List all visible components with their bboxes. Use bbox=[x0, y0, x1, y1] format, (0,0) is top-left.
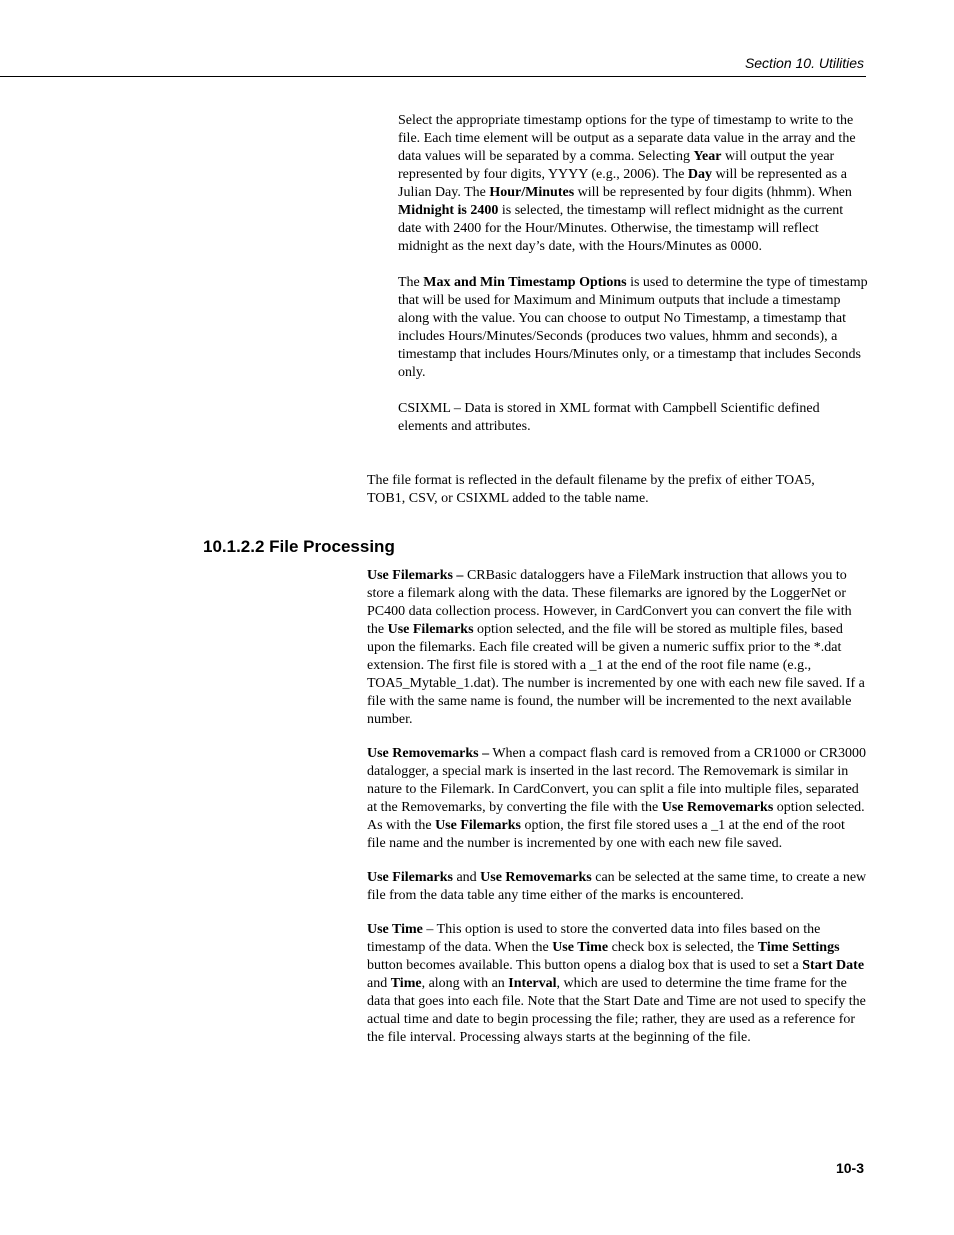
page-number: 10-3 bbox=[835, 1160, 864, 1176]
use-filemarks-paragraph: Use Filemarks – CRBasic dataloggers have a FileMark instruction that allows you to store a filemark along with the data. These filemarks are ignored by the LoggerNet or PC400 data collection process. However, in CardConvert you can convert the file with the Use Filemarks option selected, and the file will be stored as multiple files, based upon the filemarks. Each file created will be given a numeric suffix prior to the *.dat extension. The first file is stored with a _1 at the end of the root file name (e.g., TOA5_Mytable_1.dat). The number is incremented by one with each new file saved. If a file with the same name is found, the number will be incremented to the next available number. bbox=[367, 568, 865, 727]
csixml-paragraph: CSIXML – Data is stored in XML format with Campbell Scientific defined elements and attributes. bbox=[398, 401, 820, 434]
header-rule bbox=[0, 76, 866, 77]
use-time-paragraph: Use Time – This option is used to store the converted data into files based on the timestamp of the data. When the Use Time check box is selected, the Time Settings button becomes available. This button opens a dialog box that is used to set a Start Date and Time, along with an Interval, which are used to determine the time frame for the data that goes into each file. Note that the Start Date and Time are not used to specify the actual time and date to begin processing the file; rather, they are used as a reference for the file interval. Processing always starts at the beginning of the file. bbox=[367, 922, 866, 1045]
both-marks-paragraph: Use Filemarks and Use Removemarks can be selected at the same time, to create a new file from the data table any time either of the marks is encountered. bbox=[367, 870, 867, 903]
file-processing-body bbox=[367, 567, 867, 1047]
use-removemarks-paragraph: Use Removemarks – When a compact flash card is removed from a CR1000 or CR3000 datalogger, a special mark is inserted in the last record. The Removemark is similar in nature to the Filemark. In CardConvert, you can split a file into multiple files, separated at the Removemarks, by converting the file with the Use Removemarks option selected. As with the Use Filemarks option, the first file stored uses a _1 at the end of the root file name and the number is incremented by one with each new file saved. bbox=[367, 746, 866, 851]
section-heading: 10.1.2.2 File Processing bbox=[203, 537, 395, 556]
timestamp-paragraph: Select the appropriate timestamp options for the type of timestamp to write to the file. Each time element will be output as a separate data value in the array and the data values will be separated by a comma. Selecting Year will output the year represented by four digits, YYYY (e.g., 2006). The Day will be represented as a Julian Day. The Hour/Minutes will be represented by four digits (hhmm). When Midnight is 2400 is selected, the timestamp will reflect midnight as the current date with 2400 for the Hour/Minutes. Otherwise, the timestamp will reflect midnight as the next day’s date, with the Hours/Minutes as 0000. bbox=[398, 113, 856, 254]
timestamp-options-block bbox=[398, 112, 868, 436]
running-header: Section 10. Utilities bbox=[744, 55, 864, 71]
max-min-paragraph: The Max and Min Timestamp Options is used to determine the type of timestamp that will be used for Maximum and Minimum outputs that include a timestamp along with the value. You can choose to output No Timestamp, a timestamp that includes Hours/Minutes/Seconds (produces two values, hhmm and seconds), a timestamp that includes Hours/Minutes only, or a timestamp that includes Seconds only. bbox=[398, 275, 868, 380]
format-note-paragraph: The file format is reflected in the default filename by the prefix of either TOA5, TOB1, CSV, or CSIXML added to the table name. bbox=[367, 473, 815, 506]
